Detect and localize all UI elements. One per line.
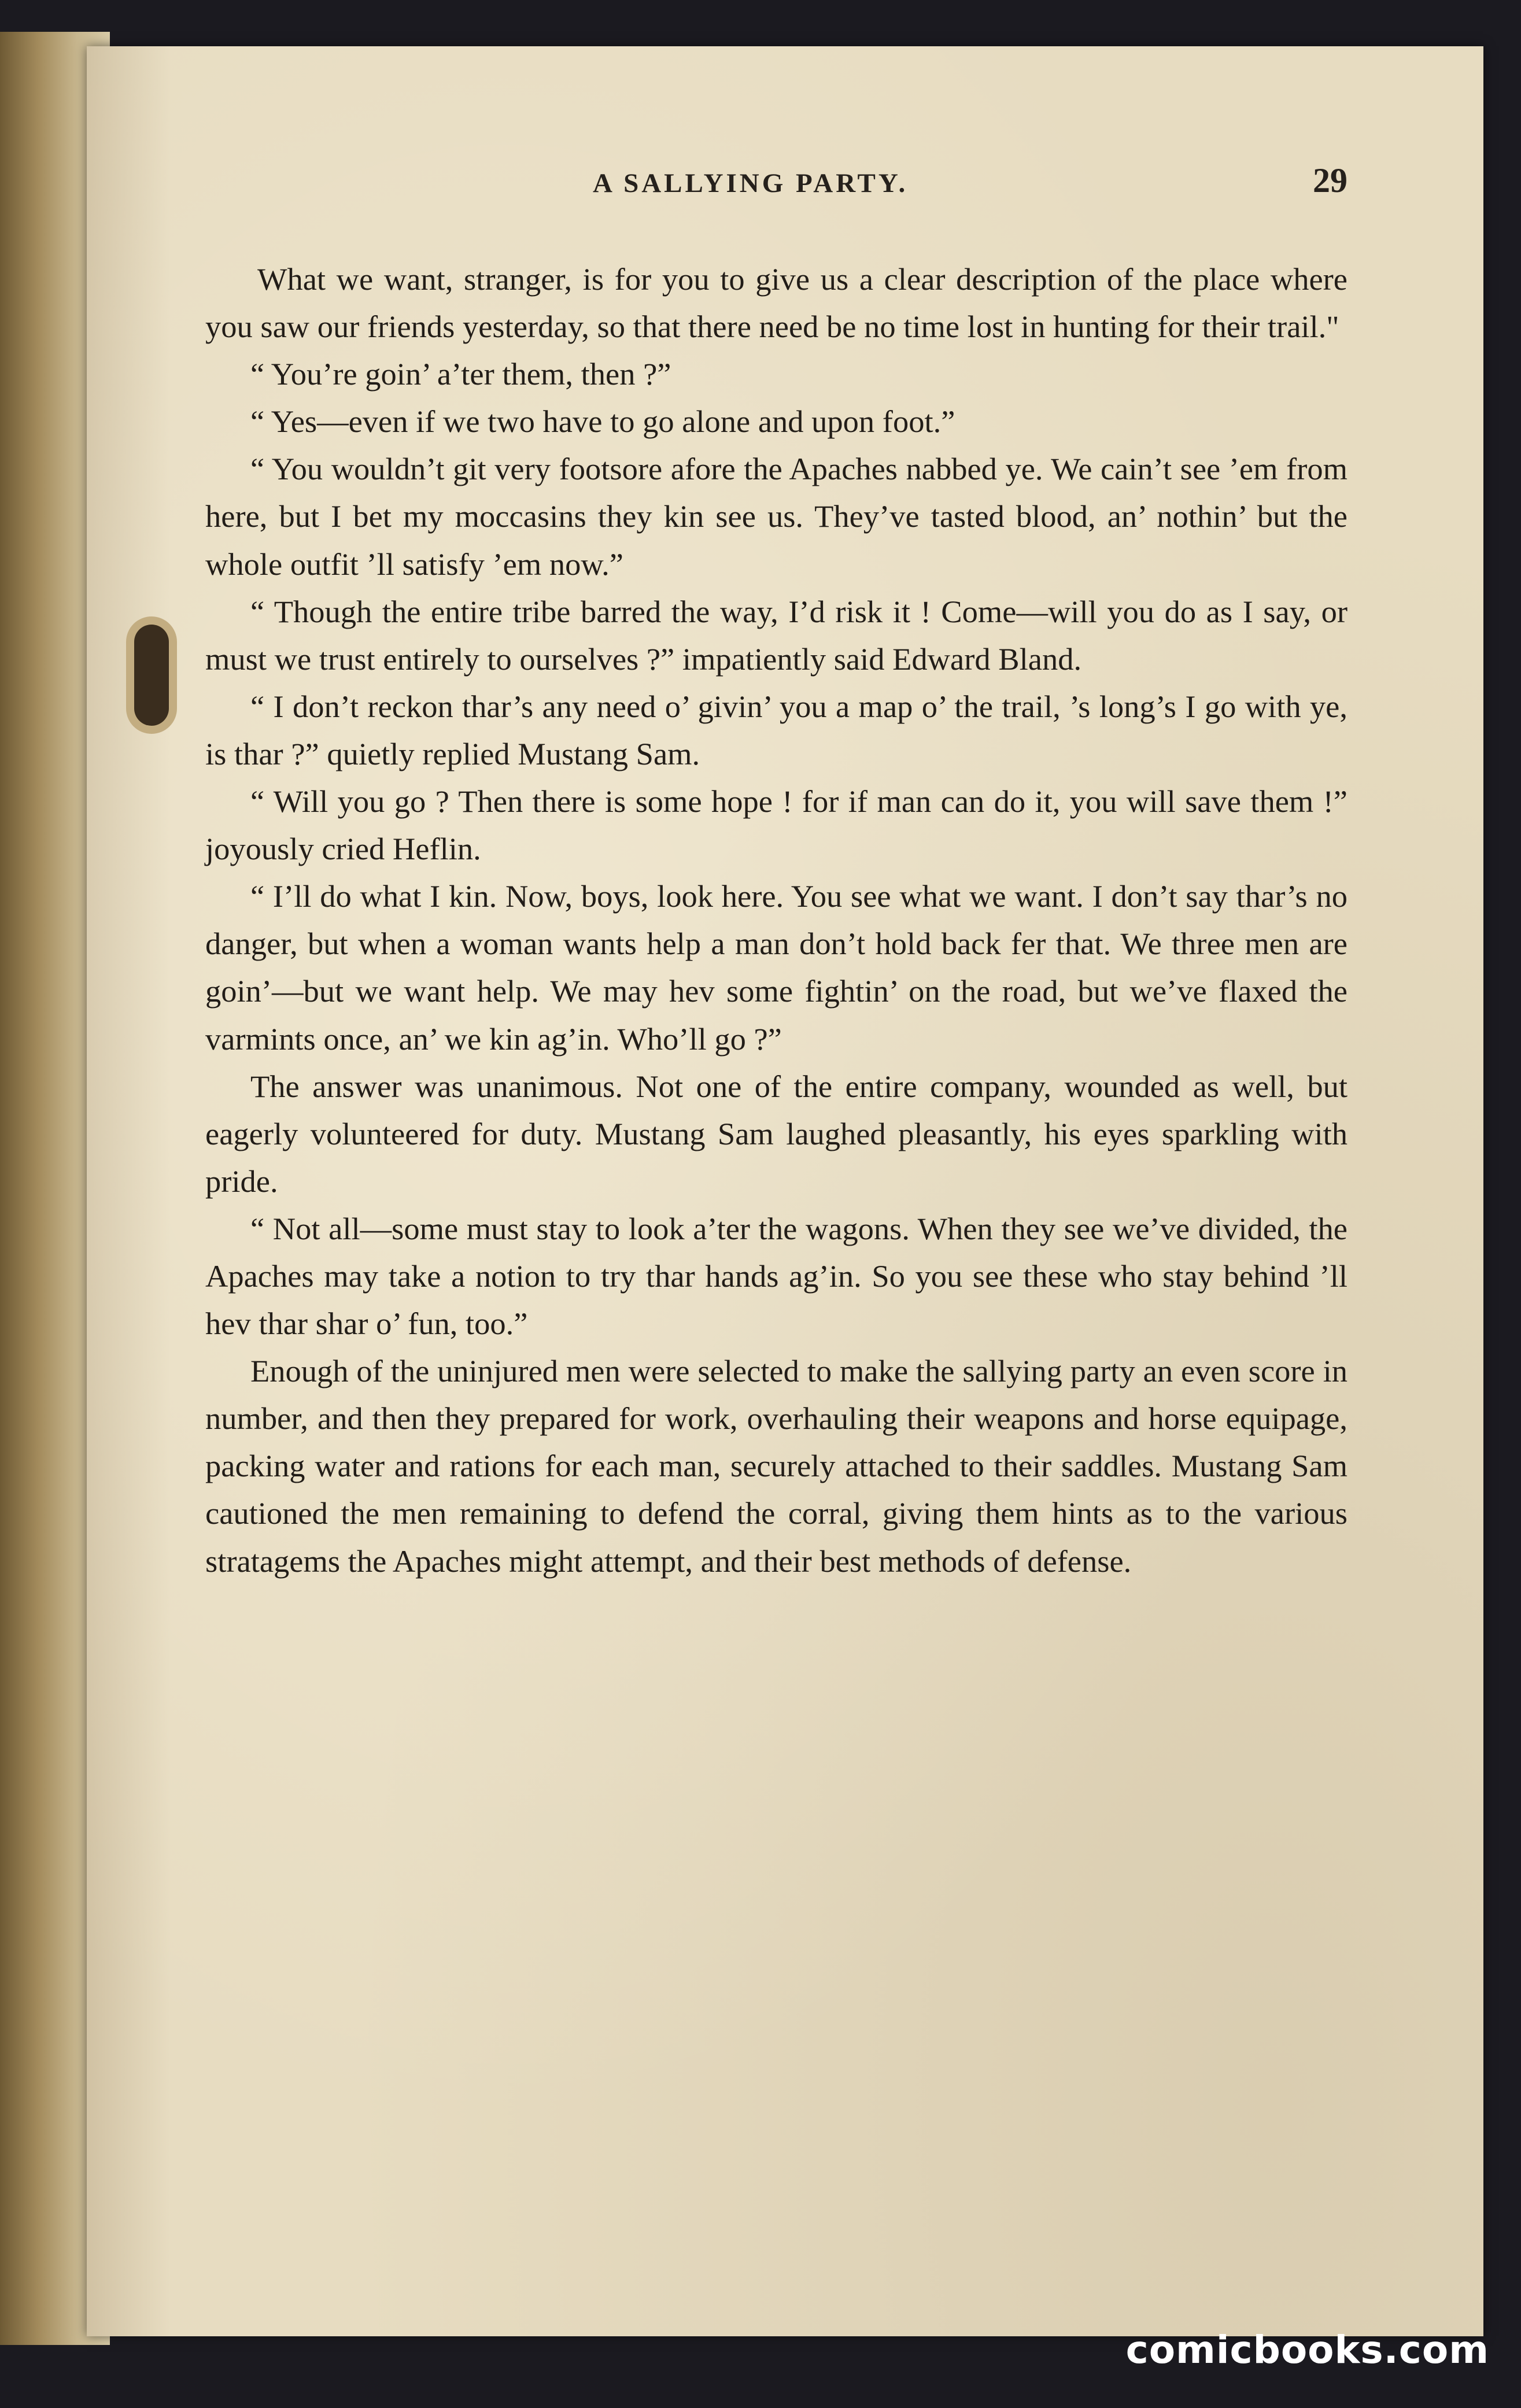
paragraph: What we want, stranger, is for you to give us a clear description of the place where you saw our friends yesterday, so that there need be no time lost in hunting for their trail." <box>205 261 1348 345</box>
paragraph: “ I’ll do what I kin. Now, boys, look here. You see what we want. I don’t say thar’s no danger, but when a woman wants help a man don’t hold back fer that. We three men are goin’—but we want help. We may hev some fightin’ on the road, but we’ve flaxed the varmints once, an’ we kin ag’in. Who’ll go ?” <box>205 878 1348 1057</box>
page-number: 29 <box>1313 161 1348 200</box>
paragraph: “ I don’t reckon thar’s any need o’ givin’ you a map o’ the trail, ’s long’s I go with ye, is thar ?” quietly replied Mustang Sam. <box>205 688 1348 771</box>
binding-hole-mark <box>134 625 169 726</box>
paragraph: The answer was unanimous. Not one of the entire company, wounded as well, but eagerly volunteered for duty. Mustang Sam laughed pleasantly, his eyes sparkling with pride. <box>205 1068 1348 1199</box>
running-head: A SALLYING PARTY. <box>593 168 909 198</box>
paragraph: “ Though the entire tribe barred the way, I’d risk it ! Come—will you do as I say, or must we trust entirely to ourselves ?” impatiently said Edward Bland. <box>205 593 1348 677</box>
paragraph: “ You wouldn’t git very footsore afore the Apaches nabbed ye. We cain’t see ’em from here, but I bet my moccasins they kin see us. They’ve tasted blood, an’ nothin’ but the whole outfit ’ll satisfy ’em now.” <box>205 451 1348 582</box>
paragraph: “ Will you go ? Then there is some hope ! for if man can do it, you will save them !” joyously cried Heflin. <box>205 784 1348 867</box>
paragraph: “ Yes—even if we two have to go alone and upon foot.” <box>250 404 955 440</box>
paragraph: “ Not all—some must stay to look a’ter the wagons. When they see we’ve divided, the Apaches may take a notion to try thar hands ag’in. So you see these who stay behind ’ll hev thar shar o’ fun, too.” <box>205 1210 1348 1342</box>
site-watermark: comicbooks.com <box>1125 2328 1489 2372</box>
page-header <box>205 161 1348 220</box>
paragraph: “ You’re goin’ a’ter them, then ?” <box>250 356 671 392</box>
paragraph: Enough of the uninjured men were selected to make the sallying party an even score in number, and then they prepared for work, overhauling their weapons and horse equipage, packing water and rations for each man, securely attached to their saddles. Mustang Sam cautioned the men remaining to defend the corral, giving them hints as to the various stratagems the Apaches might attempt, and their best methods of defense. <box>205 1353 1348 1579</box>
page-text <box>205 256 1348 1585</box>
